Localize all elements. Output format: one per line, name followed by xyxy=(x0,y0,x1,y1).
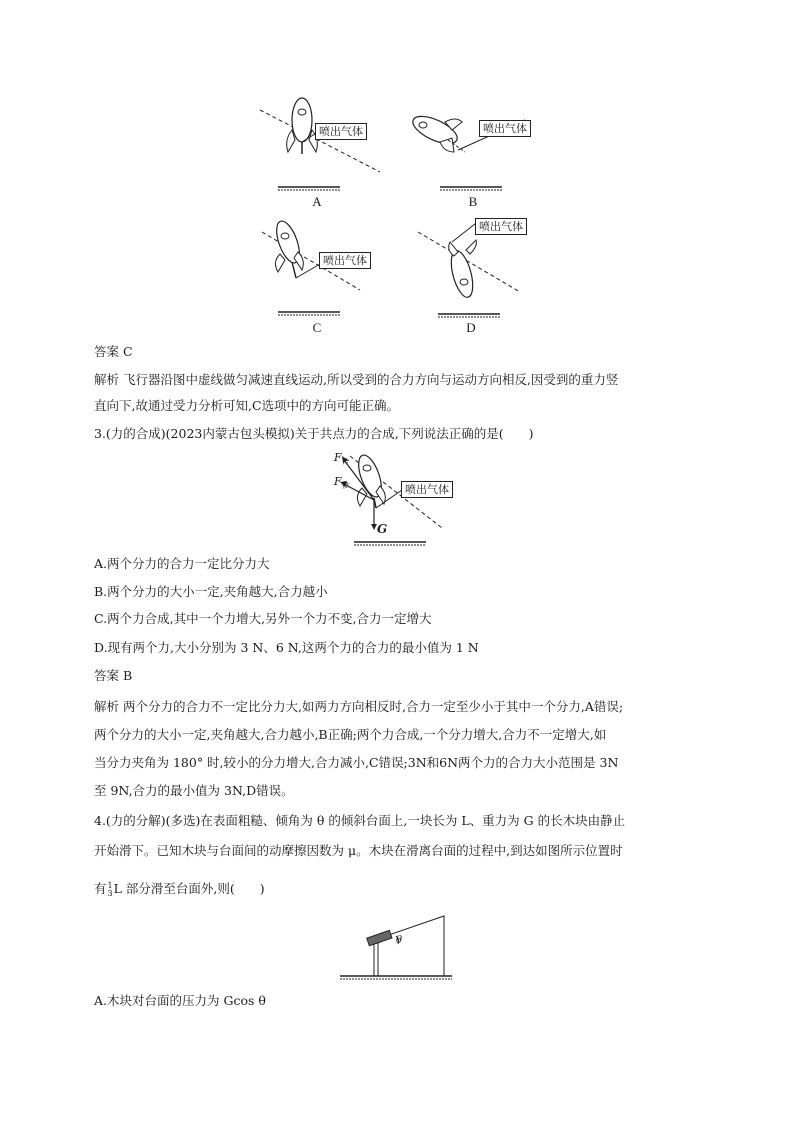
q3-answer: 答案 B xyxy=(94,668,133,683)
q3-gas-label: 喷出气体 xyxy=(401,481,453,498)
q3-analysis-line-1: 解析 两个分力的合力不一定比分力大,如两力方向相反时,合力一定至少小于其中一个分力,A错误; xyxy=(94,699,624,714)
q3-option-b: B.两个分力的大小一定,夹角越大,合力越小 xyxy=(94,584,328,599)
theta-label: θ xyxy=(396,935,403,946)
q4-stem-line-2: 开始滑下。已知木块与台面间的动摩擦因数为 μ。木块在滑离台面的过程中,到达如图所示位置时 xyxy=(94,843,623,858)
gas-label-a: 喷出气体 xyxy=(315,123,367,140)
q4-stem-line-1: 4.(力的分解)(多选)在表面粗糙、倾角为 θ 的倾斜台面上,一块长为 L、重力为 G 的长木块由静止 xyxy=(94,813,626,828)
caption-b: B xyxy=(468,194,478,209)
q3-stem: 3.(力的合成)(2023内蒙古包头模拟)关于共点力的合成,下列说法正确的是( ) xyxy=(94,426,534,441)
option-a-diagram xyxy=(260,98,380,190)
gas-label-d: 喷出气体 xyxy=(475,218,527,235)
q2-answer: 答案 C xyxy=(94,344,133,359)
q2-analysis-line-1: 解析 飞行器沿图中虚线做匀减速直线运动,所以受到的合力方向与运动方向相反,因受到的重力竖 xyxy=(94,372,619,387)
q3-option-c: C.两个力合成,其中一个力增大,另外一个力不变,合力一定增大 xyxy=(94,611,432,626)
g-label: G xyxy=(377,522,388,536)
q3-analysis-line-4: 至 9N,合力的最小值为 3N,D错误。 xyxy=(94,783,294,798)
caption-c: C xyxy=(312,320,322,335)
q3-analysis-line-2: 两个分力的大小一定,夹角越大,合力越小,B正确;两个力合成,一个分力增大,合力不一定增大,如 xyxy=(94,727,607,742)
f-tui-label: $F_推$ xyxy=(334,475,349,491)
f-he-label: $F_合$ xyxy=(334,451,349,467)
q3-option-a: A.两个分力的合力一定比分力大 xyxy=(94,556,270,571)
caption-a: A xyxy=(312,194,322,209)
q3-analysis-line-3: 当分力夹角为 180° 时,较小的分力增大,合力减小,C错误;3N和6N两个力的合力大小范围是 3N xyxy=(94,755,619,770)
q3-force-diagram xyxy=(330,448,470,552)
caption-d: D xyxy=(466,320,476,335)
q2-analysis-line-2: 直向下,故通过受力分析可知,C选项中的方向可能正确。 xyxy=(94,398,400,413)
gas-label-b: 喷出气体 xyxy=(479,120,531,137)
gas-label-c: 喷出气体 xyxy=(319,252,371,269)
q4-stem-line-3: 有 1 3 L 部分滑至台面外,则( ) xyxy=(94,880,265,898)
q3-option-d: D.现有两个力,大小分别为 3 N、6 N,这两个力的合力的最小值为 1 N xyxy=(94,640,479,655)
fraction-one-third: 1 3 xyxy=(107,880,113,898)
incline-diagram xyxy=(336,910,456,982)
q4-option-a: A.木块对台面的压力为 Gcos θ xyxy=(94,993,266,1008)
